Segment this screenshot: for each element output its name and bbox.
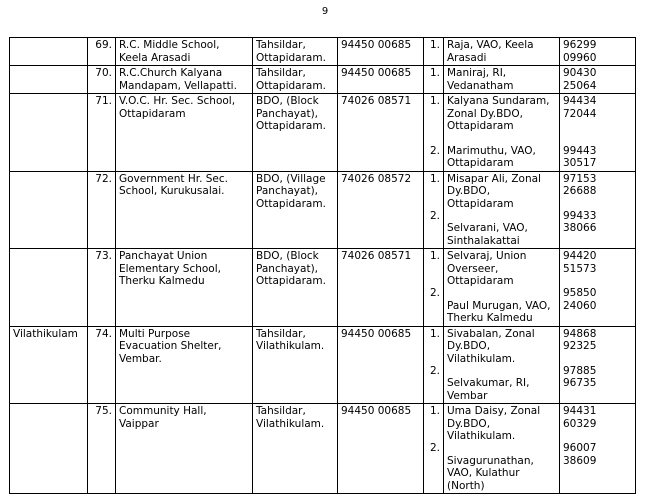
official-phone: 97153 26688 <box>563 172 597 197</box>
official-index: 1. <box>429 67 440 79</box>
official-name: Selvaraj, Union Overseer, Ottapidaram <box>447 250 527 287</box>
official-name: Kalyana Sundaram, Zonal Dy.BDO, Ottapidaram <box>447 95 550 132</box>
official-name: Raja, VAO, Keela Arasadi <box>447 39 534 64</box>
official-index: 1. <box>429 327 440 340</box>
table-row <box>10 38 636 66</box>
taluk-cell <box>10 94 88 172</box>
contact-officer-cell: Tahsildar, Ottapidaram. <box>253 38 338 66</box>
serial-number-cell: 74. <box>88 326 116 404</box>
official-index-cell <box>424 171 444 249</box>
official-phone-cell <box>560 66 636 94</box>
contact-phone-cell: 94450 00685 <box>338 326 424 404</box>
location-cell: Community Hall, Vaippar <box>116 404 253 494</box>
official-name-cell <box>444 171 560 249</box>
official-name: Misapar Ali, Zonal Dy.BDO, Ottapidaram <box>447 172 541 210</box>
contact-officer-cell: BDO, (Block Panchayat), Ottapidaram. <box>253 249 338 327</box>
table-row <box>10 326 636 404</box>
official-index-cell <box>424 38 444 66</box>
official-name-cell <box>444 249 560 327</box>
contact-phone-cell: 74026 08571 <box>338 249 424 327</box>
location-cell: Multi Purpose Evacuation Shelter, Vembar. <box>116 326 253 404</box>
serial-number-cell: 69. <box>88 38 116 66</box>
official-phone: 96299 09960 <box>563 39 597 64</box>
official-name-cell <box>444 38 560 66</box>
location-cell: V.O.C. Hr. Sec. School, Ottapidaram <box>116 94 253 172</box>
official-name: Marimuthu, VAO, Ottapidaram <box>447 144 536 169</box>
official-phone: 99433 38066 <box>563 209 597 234</box>
taluk-cell: Vilathikulam <box>10 326 88 404</box>
official-name: Selvarani, VAO, Sinthalakattai <box>447 222 528 247</box>
official-index: 1. <box>429 405 440 417</box>
official-index-cell <box>424 94 444 172</box>
taluk-cell <box>10 404 88 494</box>
official-phone: 94434 72044 <box>563 95 597 120</box>
taluk-cell <box>10 171 88 249</box>
shelter-table <box>9 37 636 494</box>
contact-phone-cell: 74026 08572 <box>338 171 424 249</box>
table-row <box>10 66 636 94</box>
contact-officer-cell: Tahsildar, Vilathikulam. <box>253 326 338 404</box>
official-index: 2. <box>429 287 440 299</box>
official-name: Paul Murugan, VAO, Therku Kalmedu <box>447 299 551 324</box>
official-index: 2. <box>429 364 440 377</box>
official-name: Uma Daisy, Zonal Dy.BDO, Vilathikulam. <box>447 405 541 442</box>
contact-officer-cell: BDO, (Village Panchayat), Ottapidaram. <box>253 171 338 249</box>
location-cell: Panchayat Union Elementary School, Therku Kalmedu <box>116 249 253 327</box>
official-phone-cell <box>560 404 636 494</box>
contact-phone-cell: 94450 00685 <box>338 38 424 66</box>
taluk-cell <box>10 249 88 327</box>
official-index: 1. <box>429 172 440 185</box>
location-cell: Government Hr. Sec. School, Kurukusalai. <box>116 171 253 249</box>
contact-phone-cell: 94450 00685 <box>338 66 424 94</box>
official-name: Maniraj, RI, Vedanatham <box>447 67 514 92</box>
table-row <box>10 171 636 249</box>
official-index: 2. <box>429 209 440 222</box>
location-cell: R.C. Middle School, Keela Arasadi <box>116 38 253 66</box>
official-name-cell <box>444 94 560 172</box>
official-phone: 90430 25064 <box>563 67 597 92</box>
official-index: 1. <box>429 39 440 51</box>
official-phone: 95850 24060 <box>563 287 597 312</box>
serial-number-cell: 70. <box>88 66 116 94</box>
serial-number-cell: 71. <box>88 94 116 172</box>
table-row <box>10 404 636 494</box>
official-index: 2. <box>429 442 440 454</box>
contact-phone-cell: 74026 08571 <box>338 94 424 172</box>
serial-number-cell: 72. <box>88 171 116 249</box>
official-index: 1. <box>429 95 440 107</box>
official-name: Selvakumar, RI, Vembar <box>447 377 530 402</box>
serial-number-cell: 75. <box>88 404 116 494</box>
official-phone-cell <box>560 326 636 404</box>
official-phone-cell <box>560 94 636 172</box>
official-name-cell <box>444 66 560 94</box>
official-name: Sivagurunathan, VAO, Kulathur (North) <box>447 454 534 492</box>
official-phone-cell <box>560 171 636 249</box>
official-index: 2. <box>429 144 440 157</box>
official-phone: 94868 92325 <box>563 327 597 352</box>
contact-officer-cell: BDO, (Block Panchayat), Ottapidaram. <box>253 94 338 172</box>
page-number: 9 <box>321 6 329 17</box>
location-cell: R.C.Church Kalyana Mandapam, Vellapatti. <box>116 66 253 94</box>
official-name-cell <box>444 404 560 494</box>
table-row <box>10 249 636 327</box>
official-phone-cell <box>560 249 636 327</box>
contact-phone-cell: 94450 00685 <box>338 404 424 494</box>
official-index-cell <box>424 326 444 404</box>
official-phone: 94431 60329 <box>563 405 597 430</box>
official-phone: 96007 38609 <box>563 442 597 467</box>
official-index-cell <box>424 249 444 327</box>
official-phone: 94420 51573 <box>563 250 597 275</box>
official-index-cell <box>424 66 444 94</box>
taluk-cell <box>10 38 88 66</box>
contact-officer-cell: Tahsildar, Ottapidaram. <box>253 66 338 94</box>
official-name: Sivabalan, Zonal Dy.BDO, Vilathikulam. <box>447 327 535 365</box>
official-index: 1. <box>429 250 440 262</box>
official-name-cell <box>444 326 560 404</box>
serial-number-cell: 73. <box>88 249 116 327</box>
official-index-cell <box>424 404 444 494</box>
official-phone: 97885 96735 <box>563 364 597 389</box>
taluk-cell <box>10 66 88 94</box>
official-phone: 99443 30517 <box>563 144 597 169</box>
contact-officer-cell: Tahsildar, Vilathikulam. <box>253 404 338 494</box>
official-phone-cell <box>560 38 636 66</box>
table-row <box>10 94 636 172</box>
